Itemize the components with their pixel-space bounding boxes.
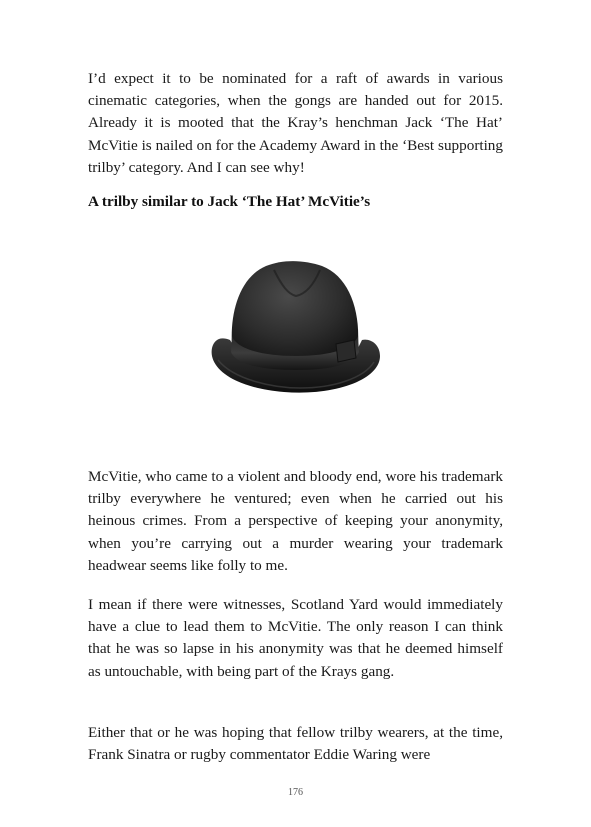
image-caption-heading: A trilby similar to Jack ‘The Hat’ McVitie’s bbox=[88, 193, 371, 210]
paragraph-awards: I’d expect it to be nominated for a raft of awards in various cinematic categories, when the gongs are handed out for 2015. Already it is mooted that the Kray’s henchman Jack ‘The Hat’ McVitie is nailed on for the Academy Award in the ‘Best supporting trilby’ category. And I can see why! bbox=[88, 70, 503, 176]
hat-band-bow bbox=[336, 340, 356, 362]
paragraph-witnesses: I mean if there were witnesses, Scotland Yard would immediately have a clue to lead them to McVitie. The only reason I can think that he was so lapse in his anonymity was that he deemed himself as untouchable, with being part of the Krays gang. bbox=[88, 596, 503, 680]
trilby-hat-image bbox=[204, 256, 386, 401]
paragraph-mcvitie: McVitie, who came to a violent and bloody end, wore his trademark trilby everywhere he ventured; even when he carried out his heinous crimes. From a perspective of keeping your anonymity, when you’re carrying out a murder wearing your trademark headwear seems like folly to me. bbox=[88, 468, 503, 574]
page-number: 176 bbox=[288, 787, 303, 798]
paragraph-trilby-wearers: Either that or he was hoping that fellow trilby wearers, at the time, Frank Sinatra or rugby commentator Eddie Waring were bbox=[88, 724, 503, 764]
